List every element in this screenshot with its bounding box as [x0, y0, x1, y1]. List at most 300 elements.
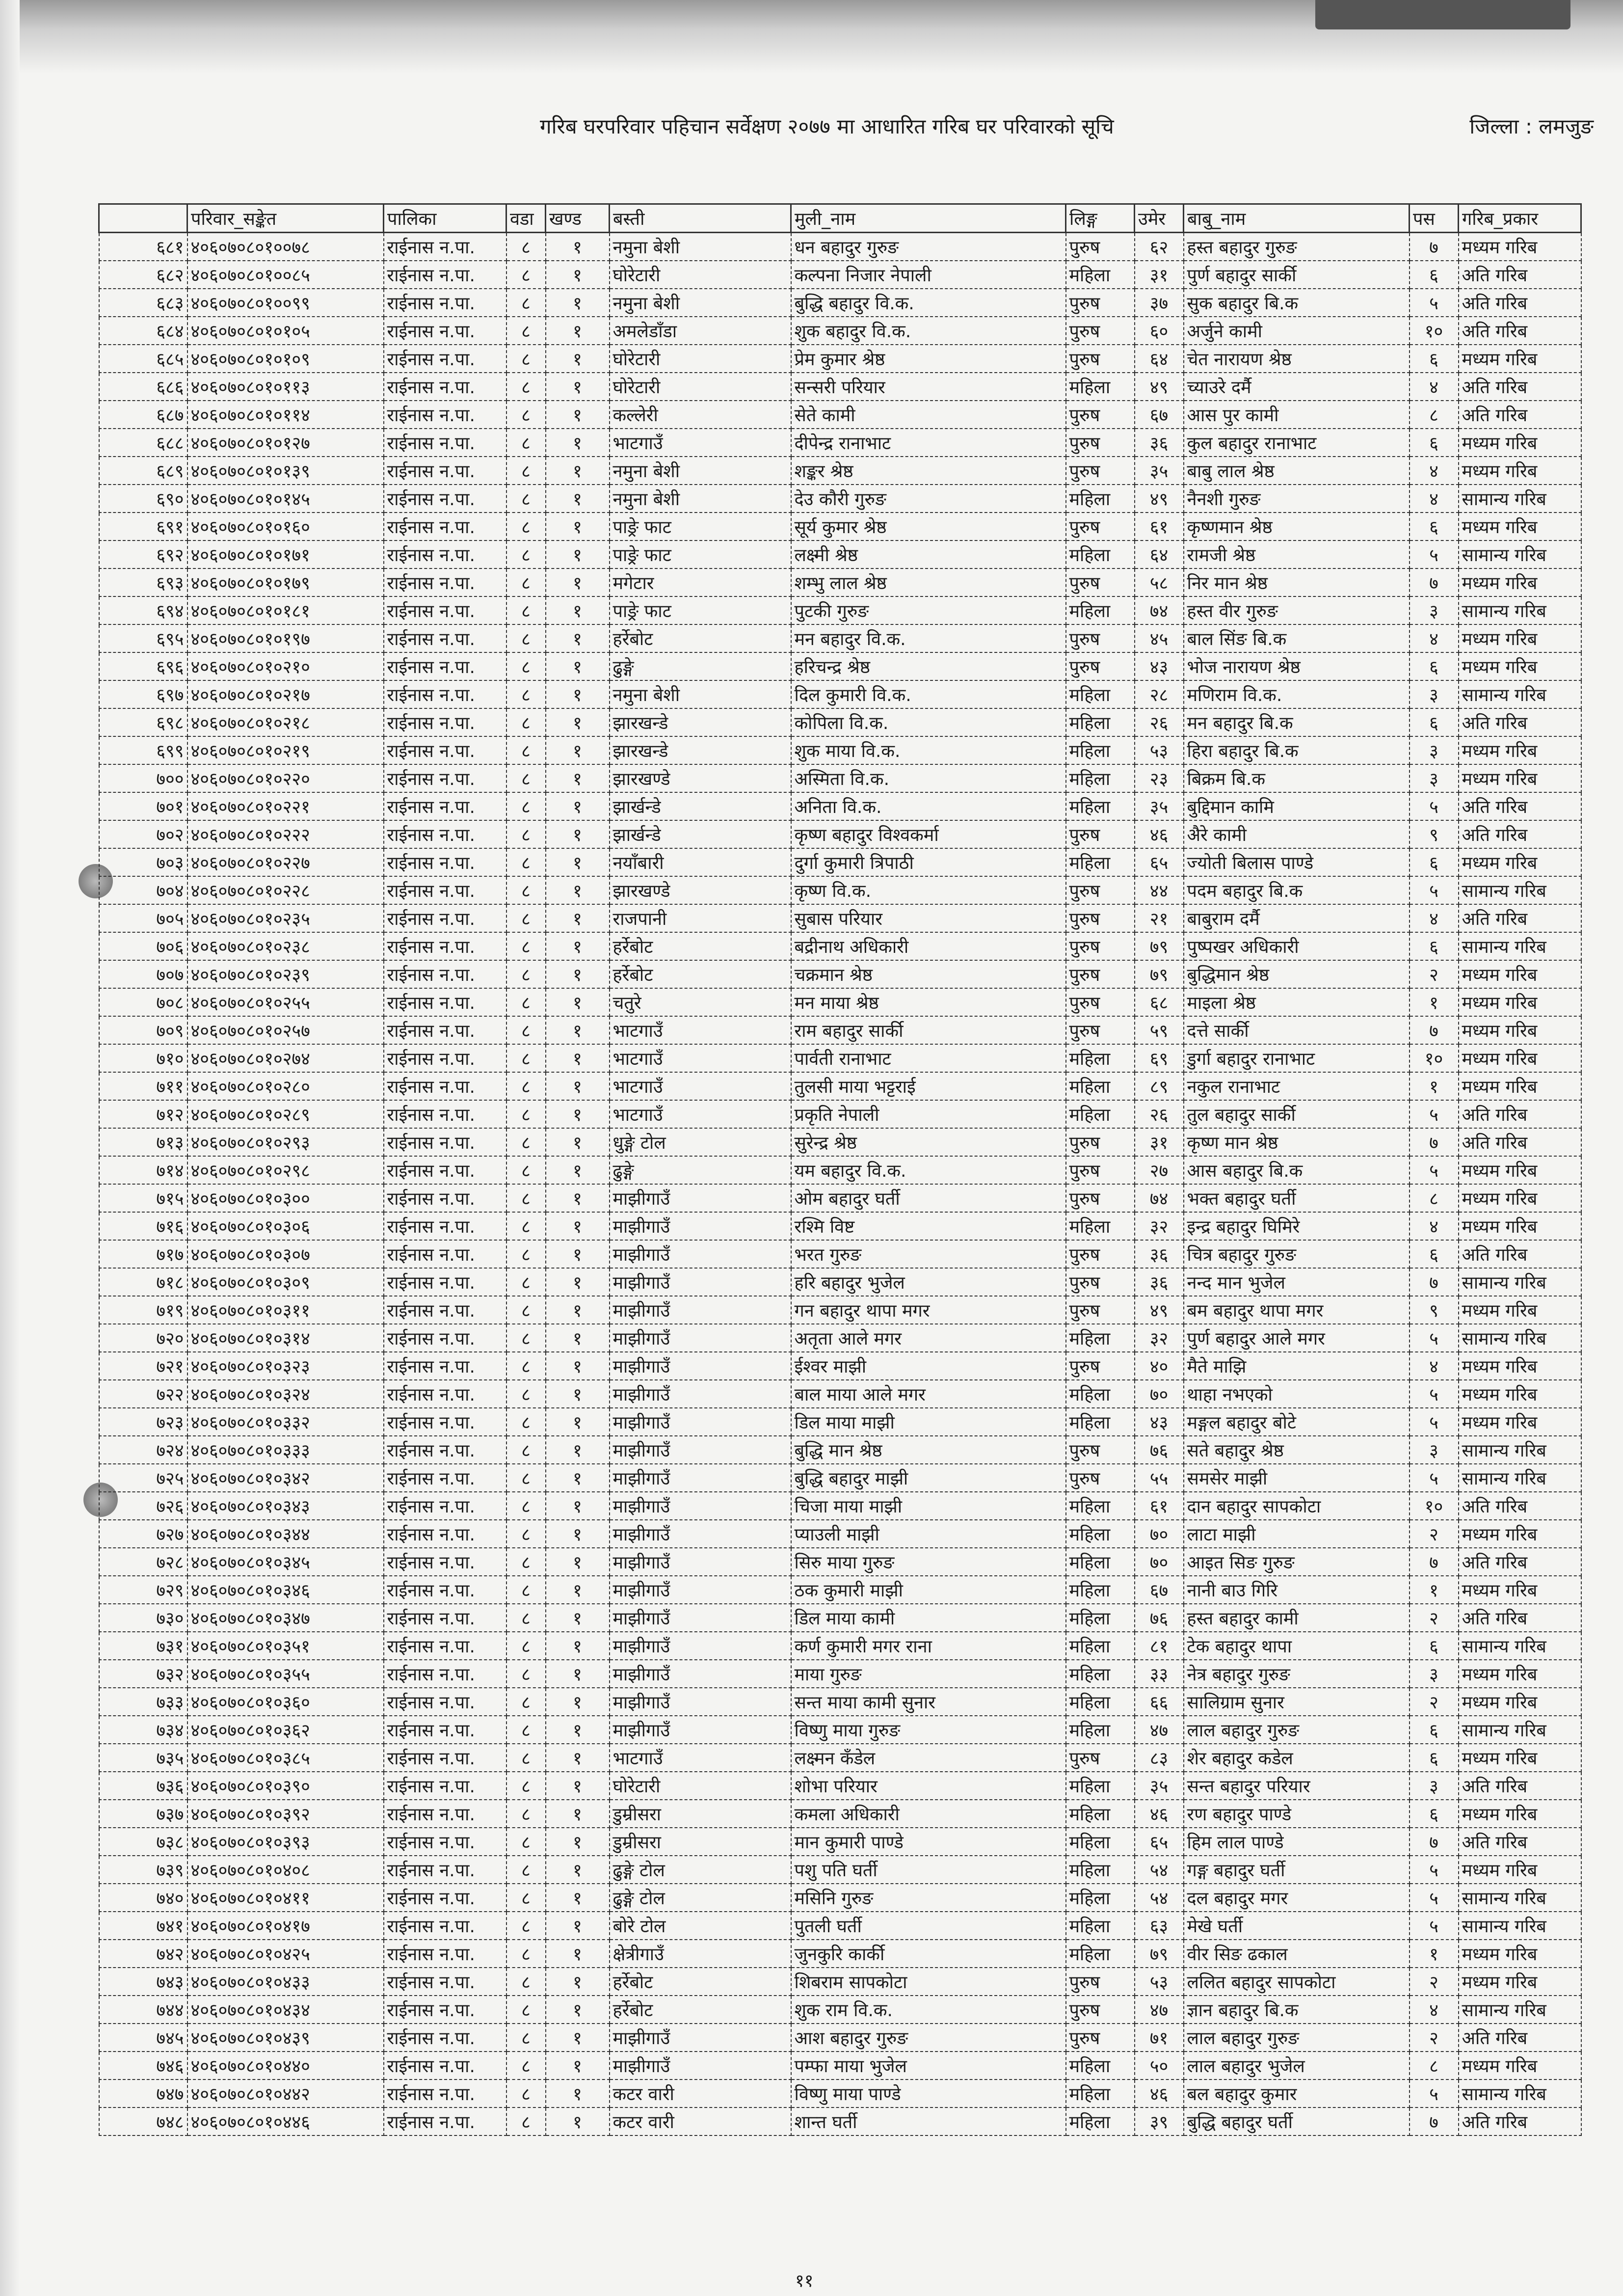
cell-settlement: पाङ्रे फाट [610, 513, 791, 540]
cell-gender: महिला [1066, 1100, 1135, 1128]
cell-father-name: सन्त बहादुर परियार [1184, 1772, 1410, 1800]
cell-household-code: ४०६०७०८०१०२९३ [187, 1128, 384, 1156]
cell-serial: ७४६ [99, 2052, 187, 2080]
cell-block: १ [546, 1632, 610, 1660]
table-row [99, 457, 1581, 485]
cell-head-name: माया गुरुङ [791, 1660, 1066, 1688]
cell-serial: ६९२ [99, 540, 187, 568]
cell-father-name: ज्योती बिलास पाण्डे [1184, 848, 1410, 876]
cell-head-name: बुद्धि बहादुर माझी [791, 1464, 1066, 1492]
cell-members: ५ [1410, 1464, 1459, 1492]
cell-poverty-type: मध्यम गरिब [1459, 1352, 1581, 1380]
cell-members: २ [1410, 2024, 1459, 2052]
table-row [99, 1800, 1581, 1828]
cell-block: १ [546, 568, 610, 596]
cell-ward: ८ [506, 1464, 546, 1492]
cell-gender: पुरुष [1066, 1968, 1135, 1996]
cell-ward: ८ [506, 652, 546, 680]
cell-block: १ [546, 429, 610, 457]
cell-serial: ७०० [99, 764, 187, 792]
cell-municipality: राईनास न.पा. [384, 261, 506, 289]
cell-municipality: राईनास न.पा. [384, 1156, 506, 1184]
cell-poverty-type: मध्यम गरिब [1459, 1184, 1581, 1212]
cell-serial: ७४२ [99, 1940, 187, 1968]
cell-head-name: अस्मिता वि.क. [791, 764, 1066, 792]
cell-municipality: राईनास न.पा. [384, 1548, 506, 1576]
cell-serial: ६९४ [99, 596, 187, 624]
cell-ward: ८ [506, 1856, 546, 1884]
cell-members: ६ [1410, 429, 1459, 457]
cell-gender: पुरुष [1066, 932, 1135, 960]
cell-settlement: घोरेटारी [610, 373, 791, 401]
table-row [99, 1408, 1581, 1436]
cell-head-name: दुर्गा कुमारी त्रिपाठी [791, 848, 1066, 876]
cell-poverty-type: मध्यम गरिब [1459, 568, 1581, 596]
cell-poverty-type: मध्यम गरिब [1459, 764, 1581, 792]
cell-members: ४ [1410, 1212, 1459, 1240]
cell-settlement: झारखण्डे [610, 876, 791, 904]
cell-block: १ [546, 1576, 610, 1604]
cell-gender: महिला [1066, 1688, 1135, 1716]
cell-block: १ [546, 1856, 610, 1884]
cell-municipality: राईनास न.पा. [384, 457, 506, 485]
cell-municipality: राईनास न.पा. [384, 1716, 506, 1744]
cell-gender: पुरुष [1066, 960, 1135, 988]
table-row [99, 1688, 1581, 1716]
cell-settlement: झारखन्डे [610, 736, 791, 764]
cell-settlement: भाटगाउँ [610, 1072, 791, 1100]
cell-serial: ७४७ [99, 2080, 187, 2107]
cell-municipality: राईनास न.पा. [384, 1464, 506, 1492]
cell-members: ९ [1410, 1296, 1459, 1324]
cell-members: २ [1410, 1604, 1459, 1632]
cell-block: १ [546, 457, 610, 485]
cell-age: ७९ [1135, 1940, 1184, 1968]
cell-father-name: पदम बहादुर बि.क [1184, 876, 1410, 904]
cell-municipality: राईनास न.पा. [384, 1212, 506, 1240]
cell-municipality: राईनास न.पा. [384, 317, 506, 345]
cell-serial: ७४५ [99, 2024, 187, 2052]
cell-age: ४६ [1135, 1800, 1184, 1828]
cell-gender: पुरुष [1066, 1744, 1135, 1772]
cell-father-name: नेत्र बहादुर गुरुङ [1184, 1660, 1410, 1688]
cell-father-name: मणिराम वि.क. [1184, 680, 1410, 708]
cell-block: १ [546, 1688, 610, 1716]
cell-municipality: राईनास न.पा. [384, 1576, 506, 1604]
cell-household-code: ४०६०७०८०१०३९३ [187, 1828, 384, 1856]
cell-father-name: नन्द मान भुजेल [1184, 1268, 1410, 1296]
cell-municipality: राईनास न.पा. [384, 1408, 506, 1436]
cell-settlement: माझीगाउँ [610, 1660, 791, 1688]
table-row [99, 1632, 1581, 1660]
cell-father-name: चित्र बहादुर गुरुङ [1184, 1240, 1410, 1268]
cell-municipality: राईनास न.पा. [384, 1072, 506, 1100]
cell-father-name: हस्त वीर गुरुङ [1184, 596, 1410, 624]
cell-father-name: बल बहादुर कुमार [1184, 2080, 1410, 2107]
cell-serial: ६९३ [99, 568, 187, 596]
table-row [99, 401, 1581, 429]
cell-gender: पुरुष [1066, 2024, 1135, 2052]
cell-head-name: हरिचन्द्र श्रेष्ठ [791, 652, 1066, 680]
cell-father-name: तुल बहादुर सार्की [1184, 1100, 1410, 1128]
cell-block: १ [546, 1408, 610, 1436]
cell-household-code: ४०६०७०८०१०२२८ [187, 876, 384, 904]
cell-ward: ८ [506, 2080, 546, 2107]
cell-serial: ७४१ [99, 1912, 187, 1940]
cell-ward: ८ [506, 1828, 546, 1856]
cell-block: १ [546, 960, 610, 988]
cell-settlement: नमुना बेशी [610, 680, 791, 708]
cell-settlement: नमुना बेशी [610, 289, 791, 317]
cell-age: ४३ [1135, 1408, 1184, 1436]
cell-poverty-type: अति गरिब [1459, 289, 1581, 317]
cell-municipality: राईनास न.पा. [384, 1772, 506, 1800]
cell-settlement: माझीगाउँ [610, 1576, 791, 1604]
cell-ward: ८ [506, 1772, 546, 1800]
table-row [99, 708, 1581, 736]
cell-household-code: ४०६०७०८०१०४३९ [187, 2024, 384, 2052]
page-title: गरिब घरपरिवार पहिचान सर्वेक्षण २०७७ मा आधारित गरिब घर परिवारको सूचि [540, 114, 1114, 138]
cell-poverty-type: अति गरिब [1459, 1128, 1581, 1156]
cell-father-name: आइत सिङ गुरुङ [1184, 1548, 1410, 1576]
cell-gender: पुरुष [1066, 1016, 1135, 1044]
table-row [99, 2052, 1581, 2080]
cell-poverty-type: अति गरिब [1459, 904, 1581, 932]
table-row [99, 1380, 1581, 1408]
cell-age: ८९ [1135, 1072, 1184, 1100]
cell-serial: ७१४ [99, 1156, 187, 1184]
cell-settlement: माझीगाउँ [610, 1408, 791, 1436]
cell-father-name: पुष्पखर अधिकारी [1184, 932, 1410, 960]
household-table-container [98, 203, 1580, 2136]
cell-members: ६ [1410, 261, 1459, 289]
cell-municipality: राईनास न.पा. [384, 429, 506, 457]
cell-block: १ [546, 2107, 610, 2135]
cell-household-code: ४०६०७०८०१०४३३ [187, 1968, 384, 1996]
cell-block: १ [546, 820, 610, 848]
cell-age: ४९ [1135, 373, 1184, 401]
cell-serial: ७२२ [99, 1380, 187, 1408]
cell-poverty-type: मध्यम गरिब [1459, 1380, 1581, 1408]
cell-members: ८ [1410, 1184, 1459, 1212]
cell-head-name: लक्ष्मी श्रेष्ठ [791, 540, 1066, 568]
cell-ward: ८ [506, 289, 546, 317]
cell-head-name: विष्णु माया गुरुङ [791, 1716, 1066, 1744]
table-row [99, 233, 1581, 261]
cell-father-name: रामजी श्रेष्ठ [1184, 540, 1410, 568]
table-row [99, 1912, 1581, 1940]
table-row [99, 2080, 1581, 2107]
table-row [99, 1520, 1581, 1548]
cell-poverty-type: मध्यम गरिब [1459, 1856, 1581, 1884]
cell-members: ४ [1410, 1352, 1459, 1380]
cell-poverty-type: मध्यम गरिब [1459, 736, 1581, 764]
cell-age: ४९ [1135, 485, 1184, 513]
cell-head-name: कृष्ण बहादुर विश्वकर्मा [791, 820, 1066, 848]
cell-settlement: माझीगाउँ [610, 1716, 791, 1744]
cell-poverty-type: सामान्य गरिब [1459, 1268, 1581, 1296]
cell-age: ७९ [1135, 932, 1184, 960]
cell-household-code: ४०६०७०८०१०३४३ [187, 1492, 384, 1520]
table-row [99, 1856, 1581, 1884]
cell-gender: महिला [1066, 1632, 1135, 1660]
cell-head-name: प्रकृति नेपाली [791, 1100, 1066, 1128]
cell-age: ६० [1135, 317, 1184, 345]
cell-head-name: पुटकी गुरुङ [791, 596, 1066, 624]
cell-serial: ७०५ [99, 904, 187, 932]
column-header-serial [99, 204, 187, 233]
cell-father-name: नकुल रानाभाट [1184, 1072, 1410, 1100]
cell-block: १ [546, 1884, 610, 1912]
cell-block: १ [546, 1828, 610, 1856]
cell-serial: ७३६ [99, 1772, 187, 1800]
cell-age: ६१ [1135, 1492, 1184, 1520]
cell-serial: ७०८ [99, 988, 187, 1016]
cell-father-name: लाल बहादुर गुरुङ [1184, 1716, 1410, 1744]
cell-municipality: राईनास न.पा. [384, 848, 506, 876]
cell-poverty-type: सामान्य गरिब [1459, 932, 1581, 960]
cell-age: ४७ [1135, 1716, 1184, 1744]
cell-block: १ [546, 1352, 610, 1380]
cell-father-name: निर मान श्रेष्ठ [1184, 568, 1410, 596]
cell-municipality: राईनास न.पा. [384, 1912, 506, 1940]
cell-father-name: कुल बहादुर रानाभाट [1184, 429, 1410, 457]
cell-municipality: राईनास न.पा. [384, 1604, 506, 1632]
cell-head-name: कोपिला वि.क. [791, 708, 1066, 736]
table-row [99, 1968, 1581, 1996]
cell-block: १ [546, 848, 610, 876]
cell-municipality: राईनास न.पा. [384, 568, 506, 596]
cell-household-code: ४०६०७०८०१०१०५ [187, 317, 384, 345]
cell-members: ६ [1410, 1800, 1459, 1828]
cell-age: ७१ [1135, 2024, 1184, 2052]
cell-block: १ [546, 988, 610, 1016]
cell-serial: ६८१ [99, 233, 187, 261]
cell-head-name: प्याउली माझी [791, 1520, 1066, 1548]
cell-age: ६९ [1135, 1044, 1184, 1072]
cell-block: १ [546, 1940, 610, 1968]
table-row [99, 652, 1581, 680]
cell-household-code: ४०६०७०८०१०२१९ [187, 736, 384, 764]
cell-household-code: ४०६०७०८०१००७८ [187, 233, 384, 261]
table-row [99, 1996, 1581, 2024]
cell-household-code: ४०६०७०८०१०३५१ [187, 1632, 384, 1660]
cell-father-name: लाल बहादुर गुरुङ [1184, 2024, 1410, 2052]
cell-members: ६ [1410, 1632, 1459, 1660]
cell-municipality: राईनास न.पा. [384, 820, 506, 848]
cell-poverty-type: मध्यम गरिब [1459, 1800, 1581, 1828]
cell-serial: ७३१ [99, 1632, 187, 1660]
cell-poverty-type: अति गरिब [1459, 708, 1581, 736]
cell-gender: पुरुष [1066, 1240, 1135, 1268]
cell-settlement: नयाँबारी [610, 848, 791, 876]
cell-household-code: ४०६०७०८०१०३३२ [187, 1408, 384, 1436]
cell-members: ५ [1410, 1324, 1459, 1352]
table-row [99, 1884, 1581, 1912]
cell-gender: पुरुष [1066, 1352, 1135, 1380]
cell-head-name: सन्सरी परियार [791, 373, 1066, 401]
column-header-municipality: पालिका [384, 204, 506, 233]
cell-gender: महिला [1066, 1520, 1135, 1548]
cell-gender: पुरुष [1066, 1436, 1135, 1464]
cell-head-name: सुबास परियार [791, 904, 1066, 932]
cell-age: ३१ [1135, 1128, 1184, 1156]
cell-household-code: ४०६०७०८०१०३११ [187, 1296, 384, 1324]
cell-poverty-type: सामान्य गरिब [1459, 1884, 1581, 1912]
cell-age: ३५ [1135, 792, 1184, 820]
cell-poverty-type: मध्यम गरिब [1459, 1044, 1581, 1072]
table-row [99, 1716, 1581, 1744]
cell-ward: ८ [506, 1800, 546, 1828]
cell-block: १ [546, 1324, 610, 1352]
cell-block: १ [546, 1800, 610, 1828]
cell-ward: ८ [506, 1072, 546, 1100]
cell-age: ७० [1135, 1520, 1184, 1548]
cell-gender: महिला [1066, 1324, 1135, 1352]
cell-poverty-type: मध्यम गरिब [1459, 1296, 1581, 1324]
cell-gender: पुरुष [1066, 568, 1135, 596]
cell-block: १ [546, 792, 610, 820]
page-number: ११ [795, 2271, 814, 2291]
cell-household-code: ४०६०७०८०१०२७४ [187, 1044, 384, 1072]
cell-poverty-type: अति गरिब [1459, 261, 1581, 289]
table-row [99, 764, 1581, 792]
cell-settlement: पाङ्रे फाट [610, 596, 791, 624]
cell-serial: ७०७ [99, 960, 187, 988]
cell-father-name: हिम लाल पाण्डे [1184, 1828, 1410, 1856]
cell-gender: महिला [1066, 540, 1135, 568]
cell-serial: ६८६ [99, 373, 187, 401]
cell-age: ४७ [1135, 1996, 1184, 2024]
cell-settlement: भाटगाउँ [610, 1100, 791, 1128]
cell-head-name: अतृता आले मगर [791, 1324, 1066, 1352]
cell-members: ५ [1410, 876, 1459, 904]
cell-serial: ७२९ [99, 1576, 187, 1604]
column-header-age: उमेर [1135, 204, 1184, 233]
cell-municipality: राईनास न.पा. [384, 792, 506, 820]
cell-age: ७० [1135, 1380, 1184, 1408]
cell-members: ३ [1410, 736, 1459, 764]
cell-gender: पुरुष [1066, 233, 1135, 261]
cell-municipality: राईनास न.पा. [384, 540, 506, 568]
cell-members: ६ [1410, 1240, 1459, 1268]
cell-members: ५ [1410, 2080, 1459, 2107]
cell-head-name: शान्त घर्ती [791, 2107, 1066, 2135]
cell-poverty-type: मध्यम गरिब [1459, 429, 1581, 457]
cell-members: ४ [1410, 1996, 1459, 2024]
cell-age: ५५ [1135, 1464, 1184, 1492]
cell-gender: पुरुष [1066, 1464, 1135, 1492]
cell-ward: ८ [506, 2107, 546, 2135]
cell-members: ७ [1410, 568, 1459, 596]
cell-age: ३५ [1135, 1772, 1184, 1800]
cell-age: ३७ [1135, 289, 1184, 317]
cell-household-code: ४०६०७०८०१०२१७ [187, 680, 384, 708]
cell-age: ३२ [1135, 1324, 1184, 1352]
cell-head-name: शुक माया वि.क. [791, 736, 1066, 764]
cell-ward: ८ [506, 1408, 546, 1436]
cell-poverty-type: सामान्य गरिब [1459, 2080, 1581, 2107]
cell-age: ८३ [1135, 1744, 1184, 1772]
cell-poverty-type: सामान्य गरिब [1459, 1464, 1581, 1492]
table-row [99, 373, 1581, 401]
cell-age: ७० [1135, 1548, 1184, 1576]
cell-age: ४४ [1135, 876, 1184, 904]
cell-household-code: ४०६०७०८०१०४११ [187, 1884, 384, 1912]
cell-household-code: ४०६०७०८०१०२२२ [187, 820, 384, 848]
cell-poverty-type: मध्यम गरिब [1459, 1016, 1581, 1044]
cell-ward: ८ [506, 1212, 546, 1240]
cell-ward: ८ [506, 1940, 546, 1968]
cell-head-name: तुलसी माया भट्टराई [791, 1072, 1066, 1100]
cell-settlement: माझीगाउँ [610, 1632, 791, 1660]
cell-municipality: राईनास न.पा. [384, 1492, 506, 1520]
cell-poverty-type: सामान्य गरिब [1459, 1716, 1581, 1744]
cell-gender: महिला [1066, 1660, 1135, 1688]
cell-age: ३६ [1135, 1268, 1184, 1296]
cell-age: ७६ [1135, 1436, 1184, 1464]
cell-municipality: राईनास न.पा. [384, 624, 506, 652]
cell-ward: ८ [506, 1576, 546, 1604]
cell-head-name: विष्णु माया पाण्डे [791, 2080, 1066, 2107]
cell-settlement: झारखण्डे [610, 764, 791, 792]
cell-serial: ७४३ [99, 1968, 187, 1996]
cell-block: १ [546, 1100, 610, 1128]
cell-household-code: ४०६०७०८०१००८५ [187, 261, 384, 289]
cell-gender: पुरुष [1066, 401, 1135, 429]
cell-poverty-type: मध्यम गरिब [1459, 1072, 1581, 1100]
cell-block: १ [546, 764, 610, 792]
cell-household-code: ४०६०७०८०१०३४७ [187, 1604, 384, 1632]
cell-ward: ८ [506, 904, 546, 932]
cell-ward: ८ [506, 1716, 546, 1744]
column-header-father-name: बाबु_नाम [1184, 204, 1410, 233]
cell-settlement: डुम्रीसरा [610, 1800, 791, 1828]
cell-members: ७ [1410, 1128, 1459, 1156]
cell-poverty-type: मध्यम गरिब [1459, 2052, 1581, 2080]
cell-municipality: राईनास न.पा. [384, 1940, 506, 1968]
cell-serial: ६९१ [99, 513, 187, 540]
cell-members: ४ [1410, 904, 1459, 932]
cell-poverty-type: मध्यम गरिब [1459, 1744, 1581, 1772]
cell-block: १ [546, 1212, 610, 1240]
cell-block: १ [546, 1296, 610, 1324]
cell-members: ३ [1410, 1772, 1459, 1800]
cell-age: ५३ [1135, 736, 1184, 764]
cell-members: ५ [1410, 1912, 1459, 1940]
cell-household-code: ४०६०७०८०१०३८५ [187, 1744, 384, 1772]
cell-age: ७४ [1135, 1184, 1184, 1212]
cell-age: ५९ [1135, 1016, 1184, 1044]
cell-ward: ८ [506, 680, 546, 708]
cell-father-name: रण बहादुर पाण्डे [1184, 1800, 1410, 1828]
cell-municipality: राईनास न.पा. [384, 764, 506, 792]
cell-father-name: कृष्ण मान श्रेष्ठ [1184, 1128, 1410, 1156]
cell-father-name: वीर सिङ ढकाल [1184, 1940, 1410, 1968]
cell-settlement: माझीगाउँ [610, 2052, 791, 2080]
cell-gender: पुरुष [1066, 1996, 1135, 2024]
table-row [99, 876, 1581, 904]
cell-serial: ७३८ [99, 1828, 187, 1856]
cell-father-name: नैनशी गुरुङ [1184, 485, 1410, 513]
cell-ward: ८ [506, 540, 546, 568]
cell-members: ६ [1410, 1744, 1459, 1772]
table-row [99, 960, 1581, 988]
cell-poverty-type: मध्यम गरिब [1459, 1940, 1581, 1968]
cell-serial: ७१५ [99, 1184, 187, 1212]
cell-head-name: शिबराम सापकोटा [791, 1968, 1066, 1996]
cell-age: २८ [1135, 680, 1184, 708]
